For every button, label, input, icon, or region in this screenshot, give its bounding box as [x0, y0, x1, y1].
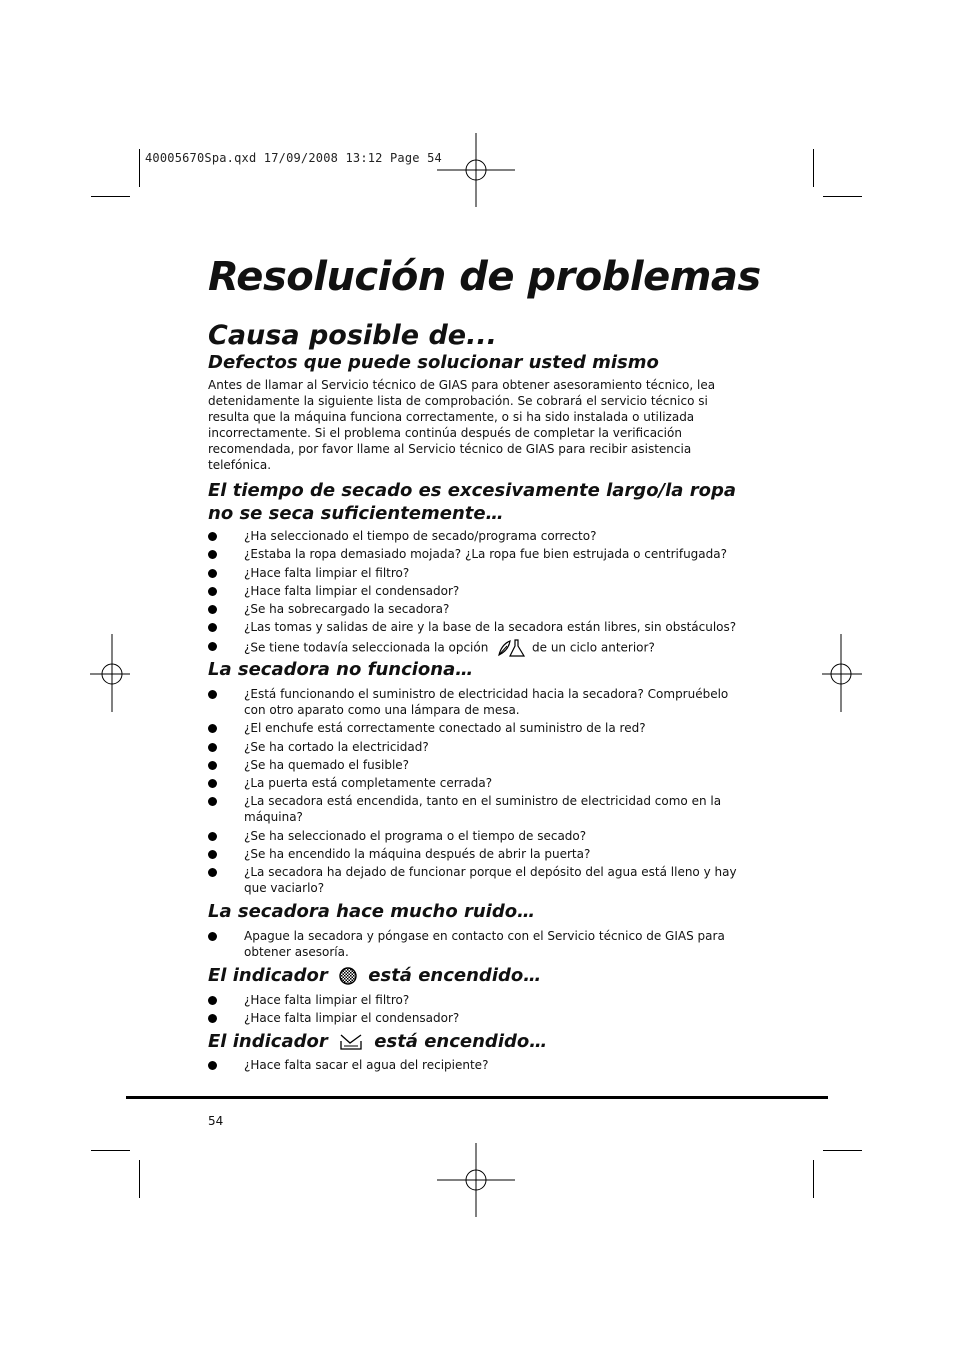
section-heading-drying: El tiempo de secado es excesivamente largo/la ropa no se seca suficientemente… — [208, 480, 736, 524]
intro-paragraph: Antes de llamar al Servicio técnico de GIAS para obtener asesoramiento técnico, lea detenidamente la siguiente lista de comprobación. Se cobrará el servicio técnico si resulta que la máquina funciona correctamente, o si ha sido instalada o utilizada incorrectamente. Si el problema continúa después de completar la verificación recomendada, por favor llame al Servicio técnico de GIAS para recibir asistencia telefónica. — [208, 378, 716, 472]
list-item: ¿Está funcionando el suministro de electricidad hacia la secadora? Compruébelo con otro aparato como una lámpara de mesa. — [208, 686, 748, 718]
list-item: ¿Se ha quemado el fusible? — [208, 757, 748, 773]
list-item: ¿Se ha sobrecargado la secadora? — [208, 601, 748, 617]
crop-mark — [91, 1150, 130, 1151]
list-item: ¿La puerta está completamente cerrada? — [208, 775, 748, 791]
crop-mark — [813, 149, 814, 187]
list-item: ¿Hace falta limpiar el condensador? — [208, 1010, 748, 1026]
list-item: ¿Se tiene todavía seleccionada la opción de un ciclo anterior? — [208, 638, 748, 658]
bullet-icon — [208, 868, 217, 877]
list-item: ¿Hace falta sacar el agua del recipiente? — [208, 1057, 748, 1073]
registration-mark-icon — [822, 634, 862, 714]
crop-mark — [139, 149, 140, 187]
list-item: ¿Estaba la ropa demasiado mojada? ¿La ropa fue bien estrujada o centrifugada? — [208, 546, 748, 562]
delicate-fabric-icon — [496, 638, 526, 658]
drying-checklist — [208, 528, 748, 660]
bullet-icon — [208, 832, 217, 841]
bullet-icon — [208, 996, 217, 1005]
bullet-icon — [208, 797, 217, 806]
bullet-icon — [208, 587, 217, 596]
bullet-icon — [208, 850, 217, 859]
list-item: ¿Hace falta limpiar el filtro? — [208, 565, 748, 581]
page-subtitle: Causa posible de... — [208, 320, 497, 351]
list-item: ¿Hace falta limpiar el condensador? — [208, 583, 748, 599]
section-heading-filter-indicator: El indicador está encendido… — [208, 965, 542, 986]
section-heading-noise: La secadora hace mucho ruido… — [208, 901, 536, 922]
bullet-icon — [208, 605, 217, 614]
section-heading-water-indicator: El indicador está encendido… — [208, 1031, 548, 1052]
bullet-icon — [208, 532, 217, 541]
intro-heading: Defectos que puede solucionar usted mismo — [208, 352, 659, 373]
bullet-icon — [208, 550, 217, 559]
bullet-icon — [208, 690, 217, 699]
water-indicator-checklist — [208, 1057, 748, 1075]
registration-mark-icon — [90, 634, 130, 714]
water-tank-indicator-icon — [338, 1032, 364, 1052]
bullet-icon — [208, 642, 217, 651]
not-working-checklist — [208, 686, 748, 899]
bullet-icon — [208, 623, 217, 632]
filter-indicator-icon — [338, 966, 358, 986]
crop-mark — [823, 1150, 862, 1151]
registration-mark-icon — [437, 1143, 517, 1219]
bullet-icon — [208, 932, 217, 941]
list-item: ¿La secadora está encendida, tanto en el suministro de electricidad como en la máquina? — [208, 793, 748, 825]
bullet-icon — [208, 1014, 217, 1023]
noise-checklist — [208, 928, 748, 962]
page-title: Resolución de problemas — [208, 254, 761, 300]
print-slug: 40005670Spa.qxd 17/09/2008 13:12 Page 54 — [145, 151, 442, 165]
list-item: ¿Se ha cortado la electricidad? — [208, 739, 748, 755]
list-item: ¿La secadora ha dejado de funcionar porque el depósito del agua está lleno y hay que vaciarlo? — [208, 864, 748, 896]
list-item: Apague la secadora y póngase en contacto con el Servicio técnico de GIAS para obtener asesoría. — [208, 928, 748, 960]
list-item: ¿Las tomas y salidas de aire y la base de la secadora están libres, sin obstáculos? — [208, 619, 748, 635]
bullet-icon — [208, 761, 217, 770]
list-item: ¿Hace falta limpiar el filtro? — [208, 992, 748, 1008]
bullet-icon — [208, 724, 217, 733]
bullet-icon — [208, 1061, 217, 1070]
list-item: ¿Se ha encendido la máquina después de abrir la puerta? — [208, 846, 748, 862]
crop-mark — [139, 1160, 140, 1198]
crop-mark — [823, 196, 862, 197]
list-item: ¿Se ha seleccionado el programa o el tiempo de secado? — [208, 828, 748, 844]
section-heading-not-working: La secadora no funciona… — [208, 659, 474, 680]
crop-mark — [91, 196, 130, 197]
registration-mark-icon — [437, 133, 517, 209]
crop-mark — [813, 1160, 814, 1198]
footer-rule — [126, 1096, 828, 1099]
list-item: ¿El enchufe está correctamente conectado al suministro de la red? — [208, 720, 748, 736]
page-number: 54 — [208, 1114, 224, 1128]
bullet-icon — [208, 779, 217, 788]
bullet-icon — [208, 743, 217, 752]
bullet-icon — [208, 569, 217, 578]
list-item: ¿Ha seleccionado el tiempo de secado/programa correcto? — [208, 528, 748, 544]
filter-indicator-checklist — [208, 992, 748, 1029]
